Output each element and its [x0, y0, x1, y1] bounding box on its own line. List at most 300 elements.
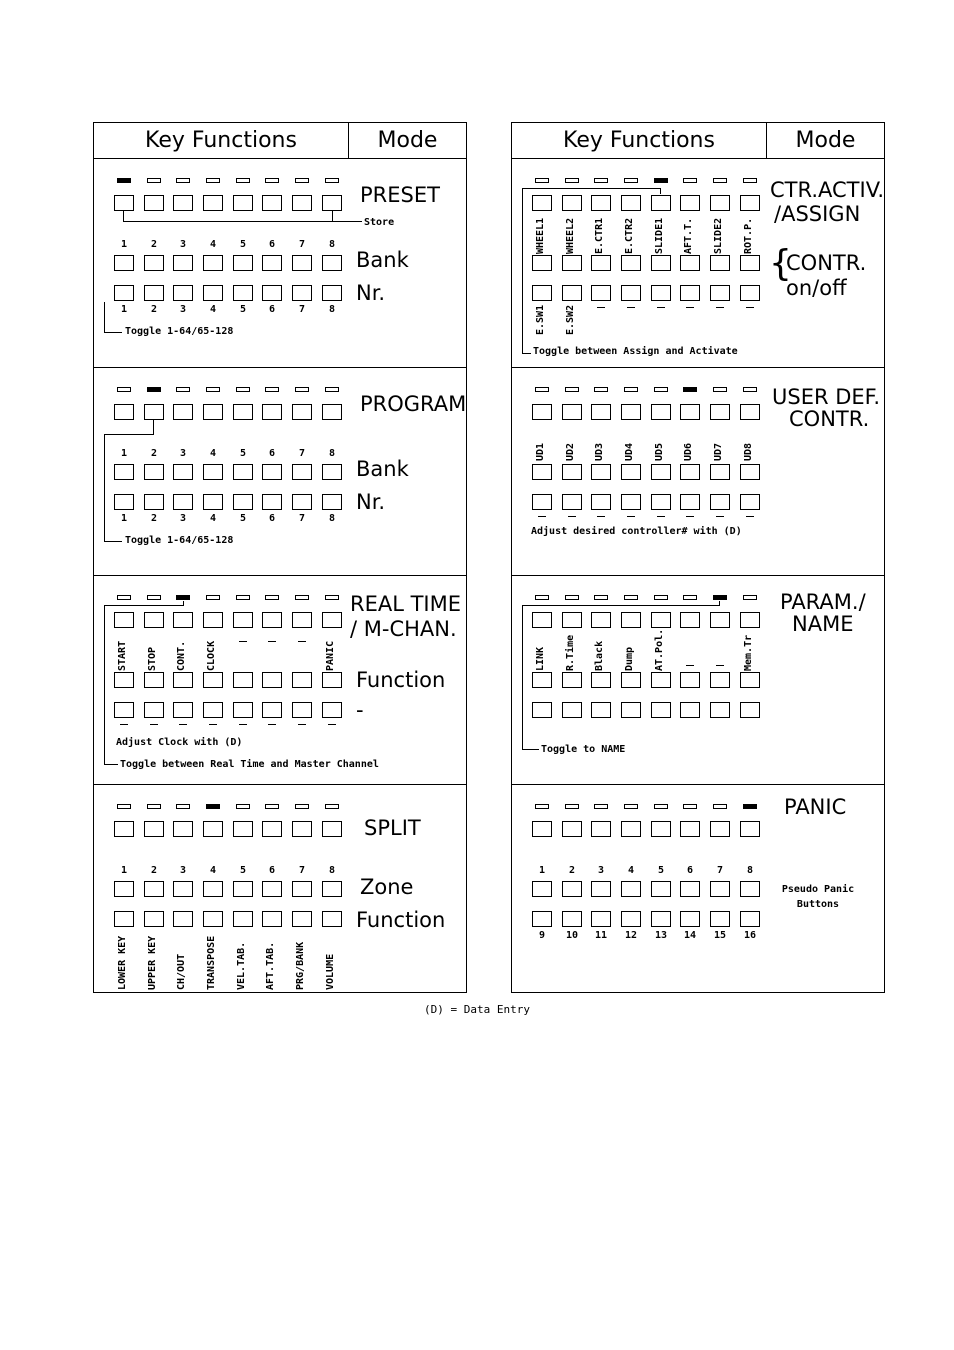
panic-row2-button-7[interactable] [710, 881, 730, 897]
function-label: Function [356, 908, 446, 932]
led-indicator-5 [654, 804, 668, 809]
second-dash-8 [328, 724, 336, 725]
ctr-label-8: ROT.P. [743, 217, 754, 254]
bank-button-3[interactable] [173, 255, 193, 271]
bank-button-5[interactable] [233, 464, 253, 480]
panic-row3-button-7[interactable] [710, 911, 730, 927]
second-button-7[interactable] [292, 702, 312, 718]
contr-onoff-button-6[interactable] [680, 285, 700, 301]
nr-button-6[interactable] [262, 494, 282, 510]
panic-row3-button-3[interactable] [591, 911, 611, 927]
panic-button-2[interactable] [562, 821, 582, 837]
second-button-2[interactable] [144, 702, 164, 718]
program-button-2[interactable] [144, 404, 164, 420]
led-indicator-2 [565, 804, 579, 809]
ctr-label-4: E.CTR2 [624, 217, 635, 254]
function-button-3[interactable] [173, 672, 193, 688]
param-row3-button-8[interactable] [740, 702, 760, 718]
data-entry-note: (D) = Data Entry [424, 1003, 530, 1016]
function-button-2[interactable] [144, 911, 164, 927]
nr-button-4[interactable] [203, 494, 223, 510]
preset-button-1[interactable] [114, 195, 134, 211]
panic-bottom-number-7: 15 [713, 930, 727, 941]
param-button-2[interactable] [562, 612, 582, 628]
param-button-7[interactable] [710, 612, 730, 628]
bank-button-7[interactable] [292, 464, 312, 480]
function-button-8[interactable] [322, 672, 342, 688]
contr-onoff-button-1[interactable] [532, 285, 552, 301]
panic-bottom-number-8: 16 [743, 930, 757, 941]
contr-button-2[interactable] [562, 255, 582, 271]
ctr-bottom-dash-5 [657, 307, 665, 308]
nr-button-3[interactable] [173, 285, 193, 301]
program-button-1[interactable] [114, 404, 134, 420]
function-button-1[interactable] [114, 672, 134, 688]
userdef-dash-4 [627, 516, 635, 517]
led-indicator-5 [654, 178, 668, 183]
split-label-3: CH/OUT [176, 953, 187, 990]
param-row3-button-1[interactable] [532, 702, 552, 718]
bank-number-7: 7 [298, 448, 306, 459]
toggle-label: Toggle to NAME [541, 744, 626, 755]
led-indicator-4 [624, 595, 638, 600]
ctr-button-6[interactable] [680, 195, 700, 211]
zone-button-1[interactable] [114, 881, 134, 897]
param-row2-button-4[interactable] [621, 672, 641, 688]
bank-number-3: 3 [179, 448, 187, 459]
bank-button-5[interactable] [233, 255, 253, 271]
realtime-button-8[interactable] [322, 612, 342, 628]
program-button-5[interactable] [233, 404, 253, 420]
preset-button-4[interactable] [203, 195, 223, 211]
contr-label-2: on/off [786, 276, 847, 300]
zone-button-2[interactable] [144, 881, 164, 897]
panic-button-8[interactable] [740, 821, 760, 837]
userdef-row3-button-3[interactable] [591, 494, 611, 510]
function-button-1[interactable] [114, 911, 134, 927]
userdef-label-5: UD5 [654, 442, 665, 461]
led-indicator-4 [624, 387, 638, 392]
realtime-button-3[interactable] [173, 612, 193, 628]
led-indicator-5 [236, 804, 250, 809]
userdef-dash-3 [597, 516, 605, 517]
userdef-button-2[interactable] [562, 404, 582, 420]
userdef-button-7[interactable] [710, 404, 730, 420]
panic-row2-button-2[interactable] [562, 881, 582, 897]
panic-row3-button-6[interactable] [680, 911, 700, 927]
userdef-row2-button-4[interactable] [621, 464, 641, 480]
function-button-5[interactable] [233, 911, 253, 927]
function-button-3[interactable] [173, 911, 193, 927]
function-button-4[interactable] [203, 672, 223, 688]
userdef-button-5[interactable] [651, 404, 671, 420]
param-row2-button-5[interactable] [651, 672, 671, 688]
led-indicator-8 [743, 595, 757, 600]
split-label-5: VEL.TAB. [236, 941, 247, 990]
led-indicator-1 [535, 387, 549, 392]
toggle-label: Toggle between Real Time and Master Channel [120, 759, 379, 770]
zone-number-5: 5 [239, 865, 247, 876]
second-button-6[interactable] [262, 702, 282, 718]
zone-number-1: 1 [120, 865, 128, 876]
led-indicator-6 [683, 178, 697, 183]
bank-number-1: 1 [120, 239, 128, 250]
contr-button-7[interactable] [710, 255, 730, 271]
nr-button-5[interactable] [233, 494, 253, 510]
led-indicator-5 [236, 387, 250, 392]
zone-button-5[interactable] [233, 881, 253, 897]
userdef-button-4[interactable] [621, 404, 641, 420]
param-row2-button-6[interactable] [680, 672, 700, 688]
right-panel [511, 122, 885, 993]
param-button-5[interactable] [651, 612, 671, 628]
second-button-1[interactable] [114, 702, 134, 718]
nr-number-3: 3 [179, 304, 187, 315]
nr-number-6: 6 [268, 304, 276, 315]
bank-label: Bank [356, 248, 409, 272]
realtime-button-5[interactable] [233, 612, 253, 628]
param-dash-7 [716, 665, 724, 666]
bank-number-2: 2 [150, 239, 158, 250]
panic-row3-button-5[interactable] [651, 911, 671, 927]
zone-button-7[interactable] [292, 881, 312, 897]
param-row3-button-5[interactable] [651, 702, 671, 718]
second-button-3[interactable] [173, 702, 193, 718]
split-button-8[interactable] [322, 821, 342, 837]
realtime-dash-5 [239, 641, 247, 642]
panic-button-1[interactable] [532, 821, 552, 837]
led-indicator-6 [265, 595, 279, 600]
split-section [94, 784, 466, 993]
nr-button-1[interactable] [114, 285, 134, 301]
userdef-row3-button-7[interactable] [710, 494, 730, 510]
ctr-label-1: WHEEL1 [535, 217, 546, 254]
nr-number-7: 7 [298, 513, 306, 524]
preset-button-8[interactable] [322, 195, 342, 211]
realtime-button-6[interactable] [262, 612, 282, 628]
preset-mode-label: PRESET [360, 183, 440, 207]
panic-row2-button-4[interactable] [621, 881, 641, 897]
function-button-7[interactable] [292, 911, 312, 927]
toggle-label: Toggle 1-64/65-128 [125, 535, 234, 546]
led-indicator-4 [206, 804, 220, 809]
contr-button-5[interactable] [651, 255, 671, 271]
nr-button-6[interactable] [262, 285, 282, 301]
bank-button-2[interactable] [144, 464, 164, 480]
panic-row2-button-8[interactable] [740, 881, 760, 897]
panic-button-7[interactable] [710, 821, 730, 837]
panic-section [512, 784, 884, 993]
preset-button-5[interactable] [233, 195, 253, 211]
led-indicator-3 [176, 178, 190, 183]
param-label-4: Dump [624, 646, 635, 671]
nr-number-1: 1 [120, 513, 128, 524]
param-button-1[interactable] [532, 612, 552, 628]
contr-button-6[interactable] [680, 255, 700, 271]
preset-button-6[interactable] [262, 195, 282, 211]
split-button-2[interactable] [144, 821, 164, 837]
ctr-label-6: AFT.T. [683, 217, 694, 254]
bank-button-3[interactable] [173, 464, 193, 480]
contr-button-8[interactable] [740, 255, 760, 271]
nr-button-7[interactable] [292, 285, 312, 301]
nr-button-1[interactable] [114, 494, 134, 510]
contr-button-3[interactable] [591, 255, 611, 271]
program-button-3[interactable] [173, 404, 193, 420]
userdef-button-1[interactable] [532, 404, 552, 420]
split-button-4[interactable] [203, 821, 223, 837]
userdef-row2-button-2[interactable] [562, 464, 582, 480]
userdef-row3-button-6[interactable] [680, 494, 700, 510]
nr-button-5[interactable] [233, 285, 253, 301]
param-button-3[interactable] [591, 612, 611, 628]
program-button-7[interactable] [292, 404, 312, 420]
led-indicator-8 [325, 804, 339, 809]
bank-button-1[interactable] [114, 464, 134, 480]
realtime-button-1[interactable] [114, 612, 134, 628]
userdef-row2-button-5[interactable] [651, 464, 671, 480]
ctr-label-7: SLIDE2 [713, 217, 724, 254]
nr-number-2: 2 [150, 304, 158, 315]
bank-number-5: 5 [239, 239, 247, 250]
contr-onoff-button-8[interactable] [740, 285, 760, 301]
contr-onoff-button-2[interactable] [562, 285, 582, 301]
userdef-button-3[interactable] [591, 404, 611, 420]
led-indicator-2 [147, 178, 161, 183]
param-row2-button-3[interactable] [591, 672, 611, 688]
ctr-label-2: WHEEL2 [565, 217, 576, 254]
realtime-label-4: CLOCK [206, 640, 217, 671]
param-row3-button-7[interactable] [710, 702, 730, 718]
param-row3-button-6[interactable] [680, 702, 700, 718]
split-label-1: LOWER KEY [117, 935, 128, 990]
program-button-6[interactable] [262, 404, 282, 420]
second-button-4[interactable] [203, 702, 223, 718]
second-dash-4 [209, 724, 217, 725]
nr-button-3[interactable] [173, 494, 193, 510]
realtime-button-7[interactable] [292, 612, 312, 628]
param-label-2: R.Time [565, 634, 576, 671]
bank-label: Bank [356, 457, 409, 481]
bank-button-2[interactable] [144, 255, 164, 271]
nr-number-7: 7 [298, 304, 306, 315]
split-button-3[interactable] [173, 821, 193, 837]
zone-button-4[interactable] [203, 881, 223, 897]
program-button-4[interactable] [203, 404, 223, 420]
panic-bottom-number-3: 11 [594, 930, 608, 941]
param-row3-button-2[interactable] [562, 702, 582, 718]
led-indicator-4 [206, 595, 220, 600]
zone-number-4: 4 [209, 865, 217, 876]
userdef-row2-button-6[interactable] [680, 464, 700, 480]
panic-button-4[interactable] [621, 821, 641, 837]
panic-row3-button-1[interactable] [532, 911, 552, 927]
bank-button-7[interactable] [292, 255, 312, 271]
param-row3-button-4[interactable] [621, 702, 641, 718]
ctr-button-5[interactable] [651, 195, 671, 211]
realtime-label-1: START [117, 640, 128, 671]
userdef-row2-button-7[interactable] [710, 464, 730, 480]
zone-button-3[interactable] [173, 881, 193, 897]
userdef-row3-button-2[interactable] [562, 494, 582, 510]
realtime-dash-6 [268, 641, 276, 642]
contr-button-4[interactable] [621, 255, 641, 271]
nr-button-2[interactable] [144, 285, 164, 301]
ctr-button-2[interactable] [562, 195, 582, 211]
ctr-button-8[interactable] [740, 195, 760, 211]
program-button-8[interactable] [322, 404, 342, 420]
led-indicator-5 [654, 595, 668, 600]
right-header [512, 123, 884, 159]
userdef-row2-button-8[interactable] [740, 464, 760, 480]
userdef-row2-button-1[interactable] [532, 464, 552, 480]
second-button-8[interactable] [322, 702, 342, 718]
param-button-6[interactable] [680, 612, 700, 628]
preset-section [94, 158, 466, 367]
function-button-5[interactable] [233, 672, 253, 688]
param-row2-button-1[interactable] [532, 672, 552, 688]
ctr-bottom-dash-4 [627, 307, 635, 308]
userdef-button-6[interactable] [680, 404, 700, 420]
panic-row2-button-1[interactable] [532, 881, 552, 897]
preset-button-7[interactable] [292, 195, 312, 211]
nr-button-7[interactable] [292, 494, 312, 510]
panic-row3-button-4[interactable] [621, 911, 641, 927]
function-button-6[interactable] [262, 911, 282, 927]
param-button-4[interactable] [621, 612, 641, 628]
zone-button-6[interactable] [262, 881, 282, 897]
split-button-5[interactable] [233, 821, 253, 837]
contr-onoff-button-3[interactable] [591, 285, 611, 301]
led-indicator-8 [743, 804, 757, 809]
bank-button-4[interactable] [203, 464, 223, 480]
param-row2-button-7[interactable] [710, 672, 730, 688]
ctr-button-3[interactable] [591, 195, 611, 211]
bank-button-6[interactable] [262, 255, 282, 271]
realtime-button-2[interactable] [144, 612, 164, 628]
led-indicator-8 [743, 387, 757, 392]
userdef-row3-button-5[interactable] [651, 494, 671, 510]
param-dash-6 [686, 665, 694, 666]
contr-label-1: CONTR. [786, 251, 867, 275]
userdef-label-4: UD4 [624, 442, 635, 461]
panic-button-5[interactable] [651, 821, 671, 837]
param-label-3: Black [594, 640, 605, 671]
userdef-row3-button-1[interactable] [532, 494, 552, 510]
led-indicator-2 [147, 387, 161, 392]
panic-button-6[interactable] [680, 821, 700, 837]
bank-number-7: 7 [298, 239, 306, 250]
nr-number-8: 8 [328, 304, 336, 315]
ctr-button-4[interactable] [621, 195, 641, 211]
nr-button-8[interactable] [322, 285, 342, 301]
function-button-2[interactable] [144, 672, 164, 688]
nr-button-4[interactable] [203, 285, 223, 301]
param-label-5: AT.Pol. [654, 628, 665, 671]
led-indicator-7 [295, 595, 309, 600]
panic-row3-button-8[interactable] [740, 911, 760, 927]
panic-button-3[interactable] [591, 821, 611, 837]
zone-button-8[interactable] [322, 881, 342, 897]
second-button-5[interactable] [233, 702, 253, 718]
split-label-6: AFT.TAB. [265, 941, 276, 990]
ctr-bottom-dash-3 [597, 307, 605, 308]
contr-onoff-button-7[interactable] [710, 285, 730, 301]
led-indicator-7 [295, 178, 309, 183]
param-row2-button-2[interactable] [562, 672, 582, 688]
nr-button-2[interactable] [144, 494, 164, 510]
led-indicator-5 [236, 178, 250, 183]
function-button-7[interactable] [292, 672, 312, 688]
userdef-row3-button-4[interactable] [621, 494, 641, 510]
bank-number-4: 4 [209, 239, 217, 250]
panic-row2-button-3[interactable] [591, 881, 611, 897]
zone-number-7: 7 [298, 865, 306, 876]
bank-number-4: 4 [209, 448, 217, 459]
panic-mode-label: PANIC [784, 795, 847, 819]
nr-number-3: 3 [179, 513, 187, 524]
function-button-4[interactable] [203, 911, 223, 927]
preset-button-3[interactable] [173, 195, 193, 211]
split-button-7[interactable] [292, 821, 312, 837]
contr-onoff-button-4[interactable] [621, 285, 641, 301]
panic-row2-button-6[interactable] [680, 881, 700, 897]
ctr-button-7[interactable] [710, 195, 730, 211]
bank-button-8[interactable] [322, 464, 342, 480]
contr-onoff-button-5[interactable] [651, 285, 671, 301]
userdef-label-1: UD1 [535, 442, 546, 461]
panic-row2-button-5[interactable] [651, 881, 671, 897]
split-button-6[interactable] [262, 821, 282, 837]
ctr-bottom-label-1: E.SW1 [535, 304, 546, 335]
led-indicator-2 [565, 595, 579, 600]
brace-icon: { [769, 243, 792, 284]
zone-number-3: 3 [179, 865, 187, 876]
split-button-1[interactable] [114, 821, 134, 837]
split-label-7: PRG/BANK [295, 941, 306, 990]
function-button-8[interactable] [322, 911, 342, 927]
led-indicator-4 [624, 178, 638, 183]
bank-button-6[interactable] [262, 464, 282, 480]
split-label-8: VOLUME [325, 953, 336, 990]
userdef-row3-button-8[interactable] [740, 494, 760, 510]
panic-row3-button-2[interactable] [562, 911, 582, 927]
param-row2-button-8[interactable] [740, 672, 760, 688]
bank-number-8: 8 [328, 448, 336, 459]
preset-button-2[interactable] [144, 195, 164, 211]
zone-number-8: 8 [328, 865, 336, 876]
second-row-label: - [356, 698, 364, 722]
function-button-6[interactable] [262, 672, 282, 688]
zone-number-6: 6 [268, 865, 276, 876]
userdef-button-8[interactable] [740, 404, 760, 420]
function-label: Function [356, 668, 446, 692]
param-row3-button-3[interactable] [591, 702, 611, 718]
led-indicator-7 [713, 387, 727, 392]
userdef-row2-button-3[interactable] [591, 464, 611, 480]
nr-button-8[interactable] [322, 494, 342, 510]
bank-button-1[interactable] [114, 255, 134, 271]
led-indicator-7 [295, 804, 309, 809]
contr-button-1[interactable] [532, 255, 552, 271]
ctr-button-1[interactable] [532, 195, 552, 211]
led-indicator-8 [743, 178, 757, 183]
bank-button-4[interactable] [203, 255, 223, 271]
bank-button-8[interactable] [322, 255, 342, 271]
realtime-section [94, 575, 466, 784]
param-button-8[interactable] [740, 612, 760, 628]
realtime-button-4[interactable] [203, 612, 223, 628]
